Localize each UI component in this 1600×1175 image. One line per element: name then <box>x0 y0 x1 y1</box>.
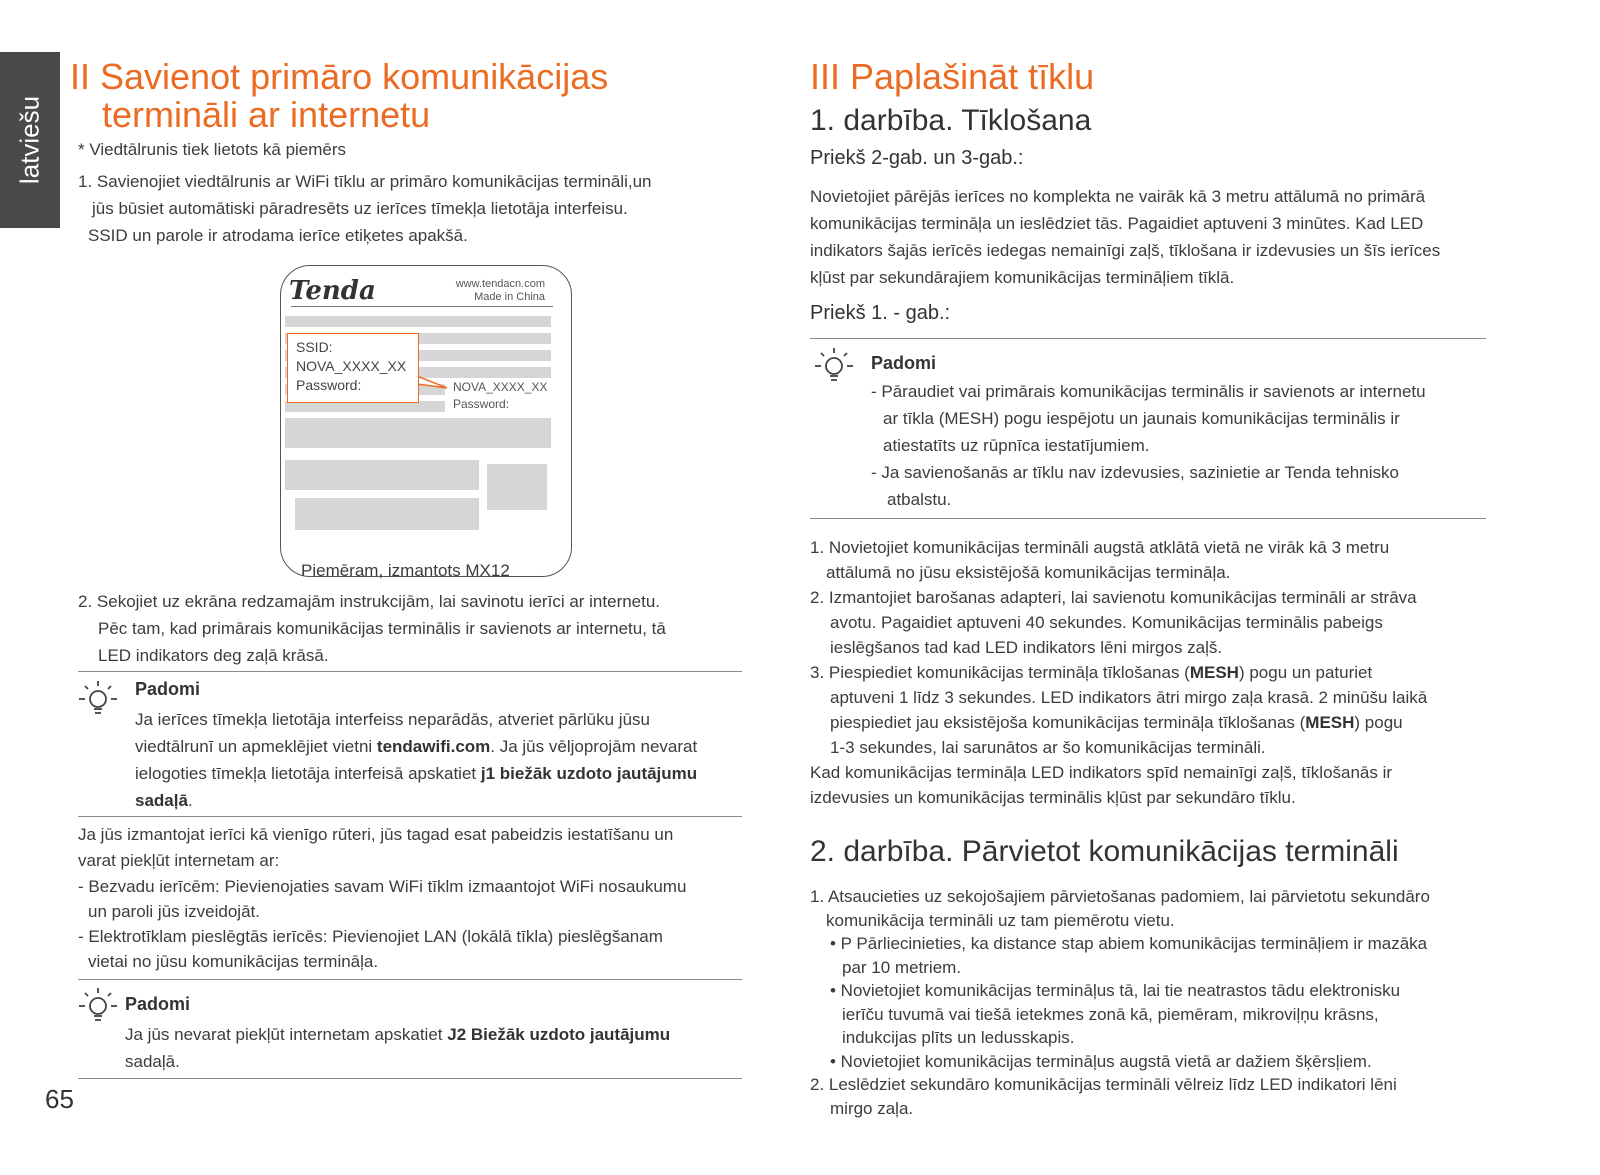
step-line <box>810 660 1570 685</box>
ssid-callout <box>287 333 419 403</box>
step-line: izdevusies un komunikācijas terminālis kļūst par sekundāro tīklu. <box>810 788 1296 807</box>
label-website: www.tendacn.com <box>455 278 545 290</box>
step1-heading: 1. darbība. Tīklošana <box>810 104 1092 137</box>
step2-line1: 2. Sekojiet uz ekrāna redzamajām instrukcijām, lai savinotu ierīci ar internetu. <box>78 592 661 611</box>
language-label: latviešu <box>14 95 45 185</box>
language-tab <box>0 52 60 228</box>
lightbulb-icon <box>76 677 120 721</box>
tip1-title: Padomi <box>135 679 201 699</box>
divider <box>78 1078 742 1079</box>
tip1-website: tendawifi.com <box>376 737 491 756</box>
tip1-line2 <box>135 733 755 760</box>
step-line: Kad komunikācijas termināļa LED indikators spīd nemainīgi zaļš, tīklošanās ir <box>810 763 1393 782</box>
step-line: aptuveni 1 līdz 3 sekundes. LED indikators ātri mirgo zaļa krasā. 2 minūšu laikā <box>830 688 1428 707</box>
section-title-line1: II Savienot primāro komunikācijas <box>70 56 609 97</box>
illustration-caption: Piemēram, izmantots MX12 <box>301 561 510 580</box>
tip1-faq-ref: j1 biežāk uzdoto jautājumu <box>480 764 698 783</box>
tip1-text: ielogoties tīmekļa lietotāja interfeisā apskatiet <box>135 764 481 783</box>
tip2-body <box>125 1021 755 1075</box>
move-line: par 10 metriem. <box>842 957 962 977</box>
router-line: vietai no jūsu komunikācijas termināļa. <box>88 952 379 971</box>
tip2-line2: sadaļā. <box>125 1052 180 1071</box>
label-origin: Made in China <box>474 291 545 303</box>
move-line: 1. Atsaucieties uz sekojošajiem pārvietošanas padomiem, lai pārvietotu sekundāro <box>810 887 1430 906</box>
tip3-line: atiestatīts uz rūpnīca iestatījumiem. <box>883 436 1150 455</box>
step-line: ieslēgšanos tad kad LED indikators lēni mirgos zaļš. <box>830 638 1223 657</box>
label-password: Password: <box>453 397 510 411</box>
mesh-button-ref: MESH <box>1305 713 1355 732</box>
tip1-text: . Ja jūs vēljoprojām nevarat <box>490 737 698 756</box>
move-line: komunikācija termināli uz tam piemērotu vietu. <box>826 910 1175 930</box>
tip2-line1 <box>125 1021 755 1048</box>
router-line: - Elektrotīklam pieslēgtās ierīcēs: Pievienojiet LAN (lokālā tīkla) pieslēgšanam <box>78 927 663 946</box>
tip1-body <box>135 706 755 814</box>
move-line: 2. Leslēdziet sekundāro komunikācijas termināli vēlreiz līdz LED indikatori lēni <box>810 1075 1397 1094</box>
router-line: - Bezvadu ierīcēm: Pievienojaties savam WiFi tīklm izmaantojot WiFi nosaukumu <box>78 877 687 896</box>
step2-line2: Pēc tam, kad primārais komunikācijas terminālis ir savienots ar internetu, tā <box>98 619 666 638</box>
tip3-body <box>871 378 1511 513</box>
text-line: kļūst par sekundārajiem komunikācijas termināļiem tīklā. <box>810 268 1235 287</box>
step-line <box>810 710 1570 735</box>
step-text: ) pogu un paturiet <box>1238 663 1373 682</box>
text-line: komunikācijas termināļa un ieslēdziet tās. Pagaidiet aptuveni 3 minūtes. Kad LED <box>810 214 1424 233</box>
mesh-steps <box>810 535 1570 810</box>
divider <box>810 338 1486 339</box>
brand-logo: Tenda <box>289 276 376 306</box>
step-line: 2. Izmantojiet barošanas adapteri, lai savienotu komunikācijas termināli ar strāva <box>810 588 1417 607</box>
tip1-text: . <box>187 791 193 810</box>
step1-line3: SSID un parole ir atrodama ierīce etiķetes apakšā. <box>88 226 468 245</box>
tip1-text: viedtālrunī un apmeklējiet vietni <box>135 737 377 756</box>
move-line: • Novietojiet komunikācijas termināļus tā, lai tie neatrastos tādu elektronisku <box>830 981 1401 1000</box>
step-line: avotu. Pagaidiet aptuveni 40 sekundes. Komunikācijas terminālis pabeigs <box>830 613 1383 632</box>
tip3-line: - Ja savienošanās ar tīklu nav izdevusies, sazinietie ar Tenda tehnisko <box>871 463 1399 482</box>
divider <box>78 979 742 980</box>
callout-password: Password: <box>296 377 362 393</box>
divider <box>810 518 1486 519</box>
tip1-line4 <box>135 787 755 814</box>
router-info <box>78 822 758 974</box>
tip2-text: Ja jūs nevarat piekļūt internetam apskatiet <box>125 1025 448 1044</box>
tip2-title: Padomi <box>125 994 191 1014</box>
tip3-title: Padomi <box>871 353 937 373</box>
step-text: 3. Piespiediet komunikācijas termināļa tīklošanas ( <box>810 663 1190 682</box>
for-1-unit-heading: Priekš 1. - gab.: <box>810 302 951 324</box>
tip1-line1: Ja ierīces tīmekļa lietotāja interfeiss neparādās, atveriet pārlūku jūsu <box>135 710 650 729</box>
label-ssid-value: NOVA_XXXX_XX <box>453 380 548 394</box>
move-line: • Novietojiet komunikācijas termināļus augstā vietā ar dažiem šķērsļiem. <box>830 1051 1372 1071</box>
step-text: piespiediet jau eksistējoša komunikācijas termināļa tīklošanas ( <box>830 713 1306 732</box>
mesh-button-ref: MESH <box>1189 663 1239 682</box>
move-line: indukcijas plīts un ledusskapis. <box>842 1028 1075 1047</box>
for-2-3-units-text <box>810 183 1550 291</box>
step2-heading: 2. darbība. Pārvietot komunikācijas termināli <box>810 835 1399 868</box>
text-line: Novietojiet pārējās ierīces no komplekta ne vairāk kā 3 metru attālumā no primārā <box>810 187 1426 206</box>
section-title: III Paplašināt tīklu <box>810 56 1095 97</box>
lightbulb-icon <box>76 984 120 1028</box>
for-2-3-units-heading: Priekš 2-gab. un 3-gab.: <box>810 147 1024 169</box>
relocation-tips <box>810 885 1570 1120</box>
move-line: mirgo zaļa. <box>830 1098 914 1118</box>
divider <box>78 671 742 672</box>
device-label-illustration <box>280 265 572 577</box>
lightbulb-icon <box>812 344 856 388</box>
tip3-line: ar tīkla (MESH) pogu iespējotu un jaunais komunikācijas terminālis ir <box>883 409 1400 428</box>
router-line: un paroli jūs izveidojāt. <box>88 902 260 921</box>
step-line: 1. Novietojiet komunikācijas termināli augstā atklātā vietā ne virāk kā 3 metru <box>810 538 1390 557</box>
step-line: attālumā no jūsu eksistējošā komunikācijas termināļa. <box>826 563 1231 582</box>
tip1-faq-ref: sadaļā <box>135 791 188 810</box>
divider <box>78 816 742 817</box>
move-line: ierīču tuvumā vai tiešā ietekmes zonā kā, piemēram, mikroviļņu krāsns, <box>842 1004 1379 1024</box>
page-number: 65 <box>45 1084 74 1114</box>
tip3-line: atbalstu. <box>887 490 952 509</box>
tip3-line: - Pāraudiet vai primārais komunikācijas terminālis ir savienots ar internetu <box>871 382 1426 401</box>
callout-ssid: SSID: <box>296 339 333 355</box>
step2-line3: LED indikators deg zaļā krāsā. <box>98 646 329 665</box>
text-line: indikators šajās ierīcēs iedegas nemainīgi zaļš, tīklošana ir izdevusies un šīs ierīces <box>810 241 1441 260</box>
section-title-line2: termināli ar internetu <box>102 94 431 135</box>
callout-ssid-value: NOVA_XXXX_XX <box>296 358 407 374</box>
router-line: varat piekļūt internetam ar: <box>78 851 280 870</box>
example-note: * Viedtālrunis tiek lietots kā piemērs <box>78 140 347 159</box>
tip2-faq-ref: J2 Biežāk uzdoto jautājumu <box>447 1025 671 1044</box>
step-line: 1-3 sekundes, lai sarunātos ar šo komunikācijas termināli. <box>830 738 1266 757</box>
step-text: ) pogu <box>1354 713 1403 732</box>
tip1-line3 <box>135 760 755 787</box>
callout-pointer <box>281 266 571 576</box>
step1-line2: jūs būsiet automātiski pāradresēts uz ierīces tīmekļa lietotāja interfeisu. <box>92 199 628 218</box>
move-line: • P Pārliecinieties, ka distance stap abiem komunikācijas termināļiem ir mazāka <box>830 934 1428 953</box>
step1-line1: 1. Savienojiet viedtālrunis ar WiFi tīklu ar primāro komunikācijas termināli,un <box>78 172 652 191</box>
router-line: Ja jūs izmantojat ierīci kā vienīgo rūteri, jūs tagad esat pabeidzis iestatīšanu un <box>78 825 674 844</box>
